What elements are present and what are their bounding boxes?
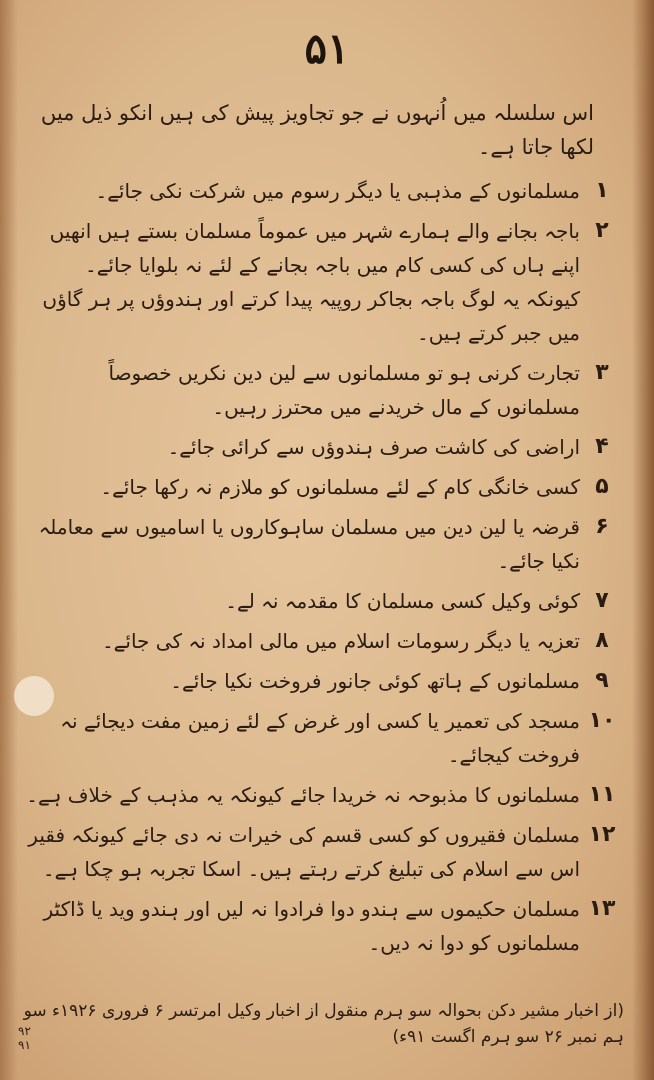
list-item-number: ۷: [595, 588, 609, 613]
list-item-text: مسلمانوں کا مذبوحہ نہ خریدا جائے کیونکہ یہ مذہب کے خلاف ہے۔: [26, 783, 580, 807]
list-item-number: ۱۳: [588, 896, 616, 921]
document-body: [26, 96, 624, 966]
list-item-number: ۸: [595, 628, 609, 653]
list-item-text: مسلمانوں کے ہاتھ کوئی جانور فروخت نکیا جائے۔: [170, 669, 580, 693]
list-item: [26, 704, 624, 772]
list-item-number: ۱: [595, 178, 609, 203]
proposal-list: [26, 174, 624, 960]
list-item-number: ۳: [595, 360, 609, 385]
list-item: [26, 584, 624, 618]
list-item: [26, 470, 624, 504]
list-item: [26, 892, 624, 960]
list-item-number: ۶: [595, 514, 609, 539]
list-item: [26, 174, 624, 208]
list-item-number: ۱۲: [588, 822, 616, 847]
list-item-number: ۱۰: [588, 708, 616, 733]
list-item-text: مسلمانوں کے مذہبی یا دیگر رسوم میں شرکت نکی جائے۔: [95, 179, 580, 203]
list-item: [26, 510, 624, 578]
list-item-number: ۹: [595, 668, 609, 693]
page-number: ۵۱: [304, 24, 350, 73]
footnote-text: (از اخبار مشیر دکن بحوالہ سو ہرم منقول از اخبار وکیل امرتسر ۶ فروری ۱۹۲۶ء سو ہم نمبر ۲۶ سو ہرم اگست ۹۱ء): [23, 1001, 624, 1047]
corner-annotation: [18, 1024, 31, 1052]
list-item: [26, 818, 624, 886]
list-item-text: مسلمان فقیروں کو کسی قسم کی خیرات نہ دی جائے کیونکہ فقیر اس سے اسلام کی تبلیغ کرتے رہتے ہیں۔ اسکا تجربہ ہو چکا ہے۔: [28, 823, 580, 881]
page-edge-shadow-left: [0, 0, 18, 1080]
list-item: [26, 624, 624, 658]
list-item-number: ۱۱: [588, 782, 616, 807]
list-item-text: مسلمان حکیموں سے ہندو دوا فرادوا نہ لیں اور ہندو وید یا ڈاکٹر مسلمانوں کو دوا نہ دیں۔: [43, 897, 580, 955]
list-item-number: ۴: [595, 434, 609, 459]
list-item: [26, 430, 624, 464]
list-item: [26, 778, 624, 812]
list-item: [26, 214, 624, 350]
list-item-text: اراضی کی کاشت صرف ہندوؤں سے کرائی جائے۔: [167, 435, 580, 459]
list-item-text: کوئی وکیل کسی مسلمان کا مقدمہ نہ لے۔: [225, 589, 580, 613]
intro-paragraph: اس سلسلہ میں اُنہوں نے جو تجاویز پیش کی ہیں انکو ذیل میں لکھا جاتا ہے۔: [40, 101, 594, 159]
corner-annotation-top: ۹۲: [18, 1024, 31, 1038]
list-item-text: قرضہ یا لین دین میں مسلمان ساہوکاروں یا اسامیوں سے معاملہ نکیا جائے۔: [38, 515, 580, 573]
list-item: [26, 664, 624, 698]
list-item-number: ۲: [595, 218, 609, 243]
source-footnote: [20, 998, 624, 1050]
page-edge-shadow-right: [632, 0, 654, 1080]
list-item: [26, 356, 624, 424]
list-item-text: تجارت کرنی ہو تو مسلمانوں سے لین دین نکریں خصوصاً مسلمانوں کے مال خریدنے میں محترز رہیں۔: [108, 361, 580, 419]
list-item-text: باجہ بجانے والے ہمارے شہر میں عموماً مسلمان بستے ہیں انھیں اپنے ہاں کی کسی کام میں باجہ بجانے کے لئے نہ بلوایا جائے۔ کیونکہ یہ لوگ باجہ بجاکر روپیہ پیدا کرتے اور ہندوؤں پر ہر گاؤں میں جبر کرتے ہیں۔: [42, 219, 580, 345]
list-item-text: تعزیہ یا دیگر رسومات اسلام میں مالی امداد نہ کی جائے۔: [101, 629, 580, 653]
list-item-number: ۵: [595, 474, 609, 499]
corner-annotation-bottom: ۹۱: [18, 1038, 31, 1052]
list-item-text: کسی خانگی کام کے لئے مسلمانوں کو ملازم نہ رکھا جائے۔: [100, 475, 580, 499]
list-item-text: مسجد کی تعمیر یا کسی اور غرض کے لئے زمین مفت دیجائے نہ فروخت کیجائے۔: [60, 709, 580, 767]
